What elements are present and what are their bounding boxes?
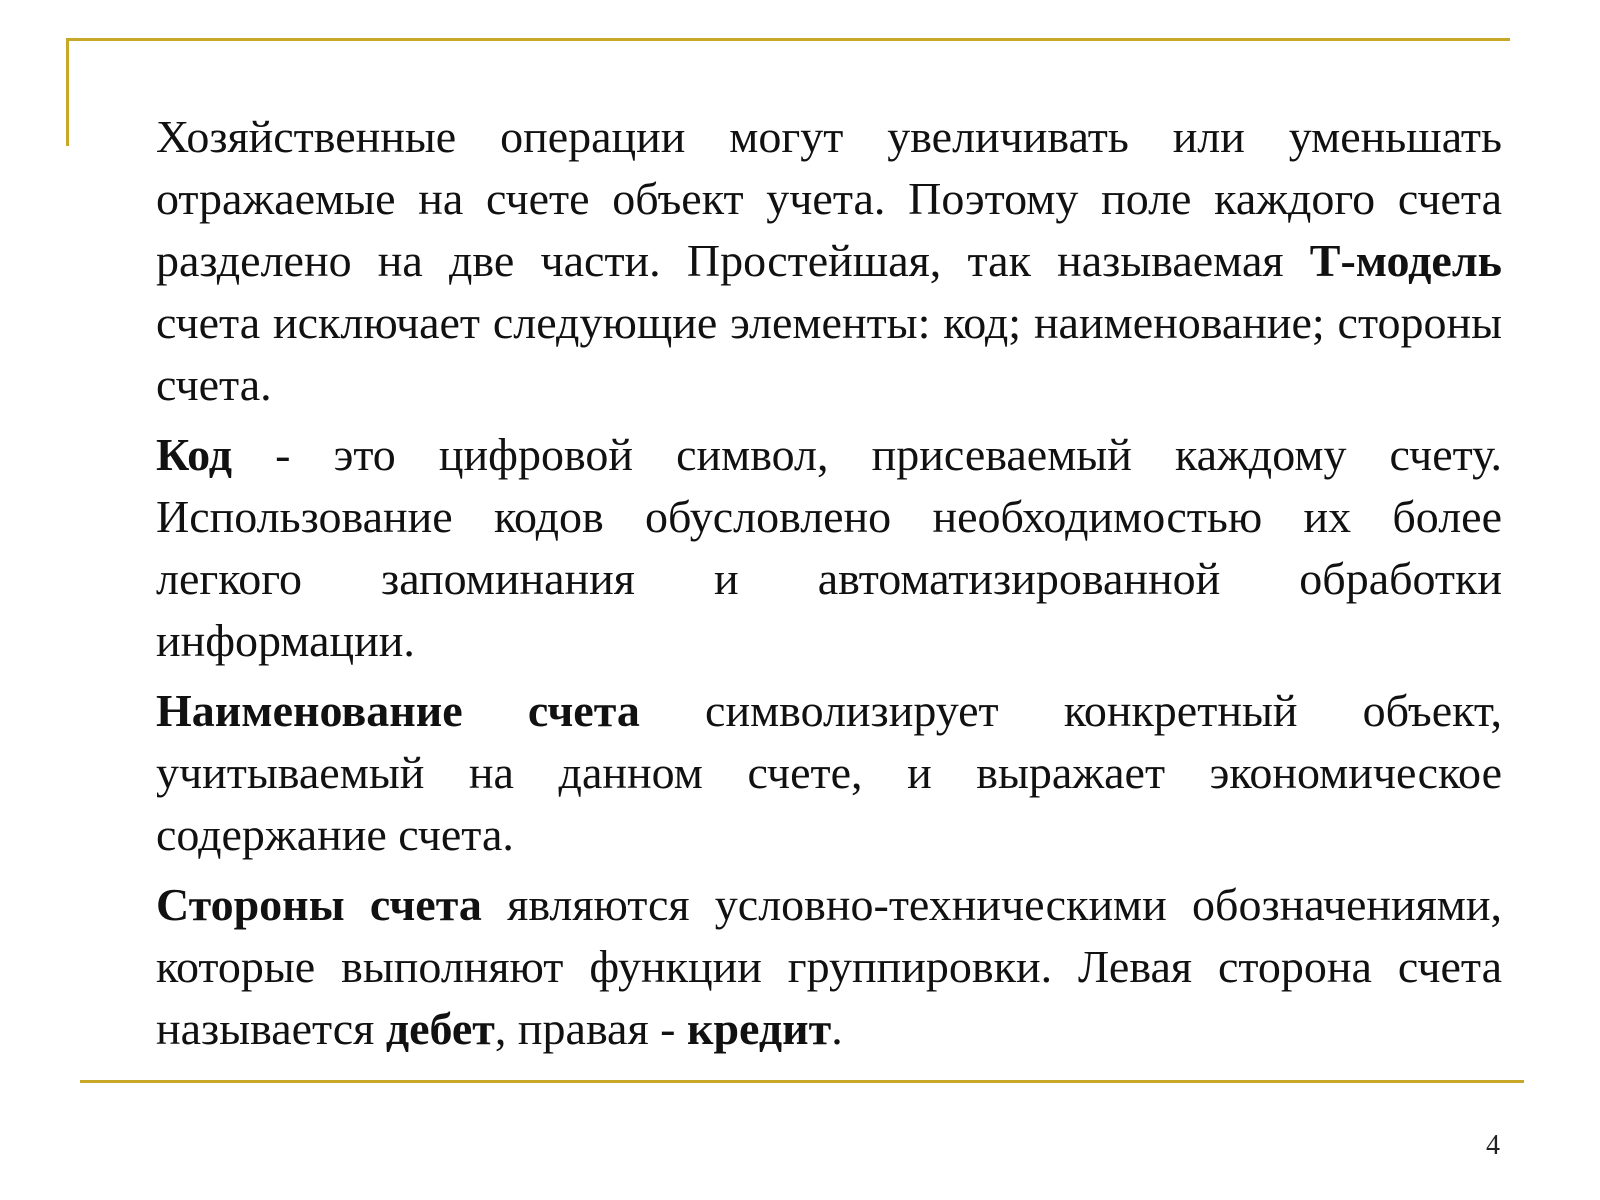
term-t-model: Т-модель (1309, 235, 1502, 286)
term-account-name: Наименование счета (156, 685, 640, 736)
paragraph-text: - это цифровой символ, присеваемый каждому счету. Использование кодов обусловлено необходимостью их более легкого запоминания и автоматизированной обработки информации. (156, 429, 1502, 666)
paragraph-code (156, 424, 1502, 672)
paragraph-text: . (831, 1003, 843, 1054)
term-account-sides: Стороны счета (156, 879, 482, 930)
bottom-decorative-rule (80, 1080, 1524, 1083)
term-credit: кредит (686, 1003, 832, 1054)
paragraph-text: Хозяйственные операции могут увеличивать или уменьшать отражаемые на счете объект учета. Поэтому поле каждого счета разделено на две части. Простейшая, так называемая (156, 111, 1502, 286)
paragraph-t-model (156, 106, 1502, 416)
paragraph-text: символизирует конкретный объект, учитываемый на данном счете, и выражает экономическое содержание счета. (156, 685, 1502, 860)
paragraph-text: являются условно-техническими обозначениями, которые выполняют функции группировки. Левая сторона счета называется (156, 879, 1502, 1054)
page-number: 4 (1486, 1130, 1500, 1161)
paragraph-text: , правая - (494, 1003, 687, 1054)
paragraph-account-sides (156, 874, 1502, 1060)
top-decorative-rule (66, 38, 1510, 41)
term-debit: дебет (385, 1003, 495, 1054)
term-code: Код (156, 429, 233, 480)
slide-body (156, 106, 1502, 1068)
paragraph-account-name (156, 680, 1502, 866)
left-decorative-rule (66, 38, 69, 146)
paragraph-text: счета исключает следующие элементы: код; наименование; стороны счета. (156, 297, 1502, 410)
